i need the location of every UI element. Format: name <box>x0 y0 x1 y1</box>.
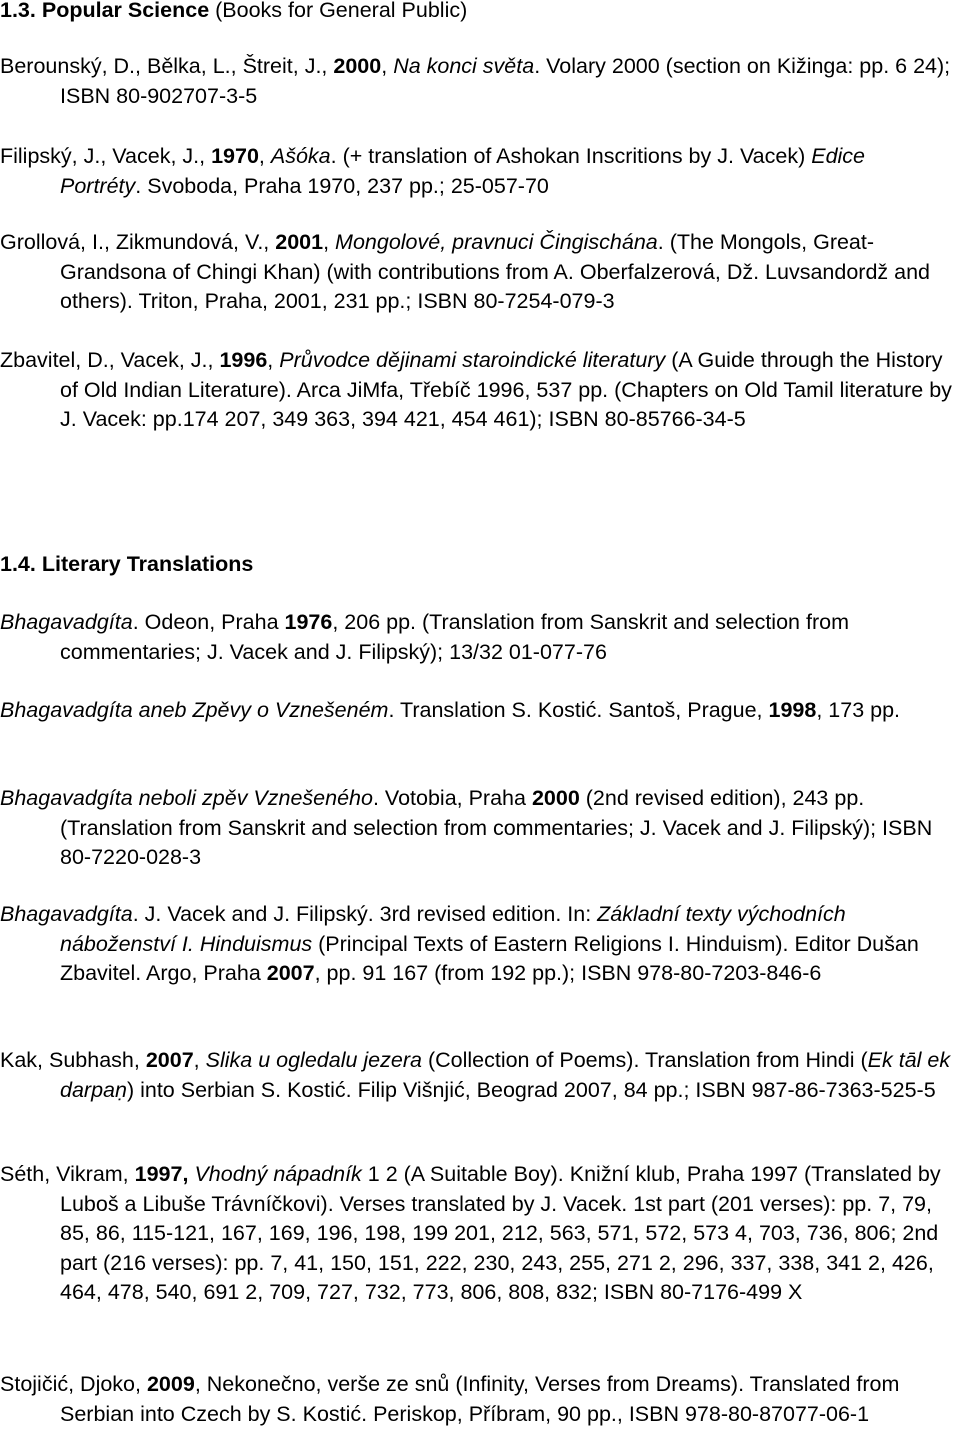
entry-text: . Votobia, Praha <box>372 786 532 810</box>
entry-text: Bhagavadgíta neboli zpěv Vznešeného <box>0 786 373 810</box>
entry-text: , <box>193 1048 206 1072</box>
entry-text: , 206 pp. (Translation from Sanskrit and selection from commentaries; J. Vacek and J. Filipský); 13/32 01-077-76 <box>60 610 849 664</box>
entry-text: 1 2 (A Suitable Boy). Knižní klub, Praha 1997 (Translated by Luboš a Libuše Trávníčkovi). Verses translated by J. Vacek. 1st part (201 verses): pp. 7, 79, 85, 86, 115-121, 167, 169, 196, 198, 199 201, 212, 563, 571, 572, 573 4, 703, 736, 806; 2nd part (216 verses): pp. 7, 41, 150, 151, 222, 230, 243, 255, 271 2, 296, 337, 338, 341 2, 426, 464, 478, 540, 691 2, 709, 727, 732, 773, 806, 808, 832; ISBN 80-7176-499 X <box>60 1162 941 1304</box>
entry-text: Ašóka <box>270 144 331 168</box>
entry-text: Stojičić, Djoko, <box>0 1372 147 1396</box>
section-heading-popular-science <box>0 0 467 26</box>
bibliography-entry <box>0 1160 952 1308</box>
entry-text: Ek tāl ek darpaṇ <box>60 1048 951 1102</box>
entry-text: Mongolové, pravnuci Čingischána <box>335 230 658 254</box>
entry-text: 2001 <box>275 230 324 254</box>
entry-text: , <box>381 54 394 78</box>
entry-text: . (The Mongols, Great-Grandsona of Chingi Khan) (with contributions from A. Oberfalzerová, Dž. Luvsandordž and others). Triton, Praha, 2001, 231 pp.; ISBN 80-7254-079-3 <box>60 230 931 313</box>
entry-text: Séth, Vikram, <box>0 1162 135 1186</box>
bibliography-entry <box>0 784 952 873</box>
entry-text: (2nd revised edition), 243 pp. (Translation from Sanskrit and selection from commentaries; J. Vacek and J. Filipský); ISBN 80-7220-028-3 <box>60 786 933 869</box>
entry-text: (Collection of Poems). Translation from Hindi ( <box>421 1048 868 1072</box>
entry-text: . Svoboda, Praha 1970, 237 pp.; 25-057-70 <box>135 173 549 198</box>
entry-text: . Odeon, Praha <box>132 610 285 634</box>
entry-text: Filipský, J., Vacek, J., <box>0 144 212 168</box>
entry-text: 1976 <box>284 610 333 634</box>
bibliography-entry <box>0 142 952 201</box>
section-number: 1.3. <box>0 0 36 22</box>
entry-text: 1998 <box>768 698 817 722</box>
entry-text: Bhagavadgíta <box>0 902 133 926</box>
entry-text: Kak, Subhash, <box>0 1048 146 1072</box>
bibliography-entry <box>0 900 952 989</box>
bibliography-entry <box>0 608 952 667</box>
entry-text: , <box>258 144 271 168</box>
entry-text: Základní texty východních náboženství I. Hinduismus <box>60 902 846 956</box>
entry-text: , <box>267 348 280 372</box>
entry-text: (Principal Texts of Eastern Religions I. Hinduism). Editor Dušan Zbavitel. Argo, Praha <box>60 931 919 985</box>
entry-text: , Nekonečno, verše ze snů (Infinity, Verses from Dreams). Translated from Serbian into Czech by S. Kostić. Periskop, Příbram, 90 pp., ISBN 978-80-87077-06-1 <box>60 1372 900 1426</box>
entry-text: (A Guide through the History of Old Indian Literature). Arca JiMfa, Třebíč 1996, 537 pp. (Chapters on Old Tamil literature by J. Vacek: pp.174 207, 349 363, 394 421, 454 461); ISBN 80-85766-34-5 <box>60 348 952 431</box>
entry-text: Grollová, I., Zikmundová, V., <box>0 230 276 254</box>
section-subtitle: (Books for General Public) <box>209 0 468 22</box>
entry-text: 2007 <box>145 1048 194 1072</box>
bibliography-entry <box>0 346 952 435</box>
entry-text: Zbavitel, D., Vacek, J., <box>0 348 220 372</box>
entry-text: Bhagavadgíta aneb Zpěvy o Vznešeném <box>0 698 389 722</box>
entry-text: Berounský, D., Bělka, L., Štreit, J., <box>0 54 334 78</box>
section-title: Literary Translations <box>41 552 254 576</box>
entry-text: Bhagavadgíta <box>0 610 133 634</box>
entry-text: 2000 <box>333 54 382 78</box>
bibliography-entry <box>0 228 952 317</box>
entry-text: . J. Vacek and J. Filipský. 3rd revised edition. In: <box>132 902 598 926</box>
bibliography-entry <box>0 1370 952 1429</box>
entry-text: Edice Portréty <box>60 144 866 198</box>
entry-text: . Volary 2000 (section on Kižinga: pp. 6 24); ISBN 80-902707-3-5 <box>60 54 951 108</box>
entry-text: ) into Serbian S. Kostić. Filip Višnjić, Beograd 2007, 84 pp.; ISBN 987-86-7363-525-5 <box>126 1077 936 1102</box>
entry-text: 1996 <box>219 348 268 372</box>
entry-text: Průvodce dějinami staroindické literatury <box>279 348 666 372</box>
entry-text: Slika u ogledalu jezera <box>205 1048 422 1072</box>
bibliography-entry <box>0 696 952 726</box>
bibliography-entry <box>0 52 952 111</box>
entry-text: Vhodný nápadník <box>194 1162 362 1186</box>
bibliography-entry <box>0 1046 952 1105</box>
section-number: 1.4. <box>0 552 36 576</box>
entry-text: , 173 pp. <box>816 698 901 722</box>
section-heading-literary-translations <box>0 550 253 580</box>
entry-text: 2007 <box>266 961 315 985</box>
entry-text: , pp. 91 167 (from 192 pp.); ISBN 978-80-7203-846-6 <box>314 961 822 985</box>
entry-text: 1997, <box>134 1162 189 1186</box>
entry-text: , <box>323 230 336 254</box>
entry-text: Na konci světa <box>393 54 535 78</box>
entry-text: 2009 <box>146 1372 195 1396</box>
entry-text: . Translation S. Kostić. Santoš, Prague, <box>388 698 769 722</box>
entry-text: 2000 <box>531 786 580 810</box>
entry-text: 1970 <box>211 144 259 168</box>
section-title: Popular Science <box>41 0 210 22</box>
entry-text: . (+ translation of Ashokan Inscritions by J. Vacek) <box>330 144 812 168</box>
